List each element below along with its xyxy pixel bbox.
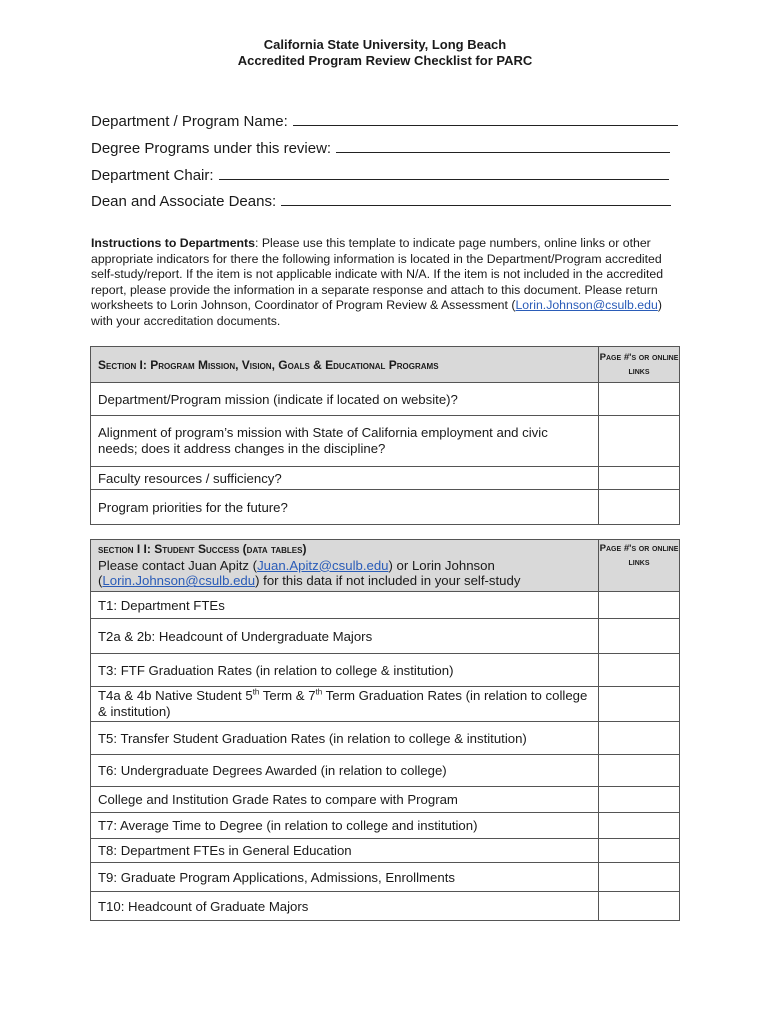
table-row: [91, 383, 680, 416]
page-ref-cell[interactable]: [599, 863, 680, 892]
checklist-item: Faculty resources / sufficiency?: [91, 467, 599, 490]
t4-text: T4a & 4b Native Student 5: [98, 688, 253, 703]
lorin-email-link-2[interactable]: Lorin.Johnson@csulb.edu: [102, 573, 256, 589]
degree-programs-blank[interactable]: [336, 138, 670, 153]
page-ref-cell[interactable]: [599, 687, 680, 722]
superscript: th: [252, 687, 260, 697]
checklist-item: Department/Program mission (indicate if located on website)?: [91, 383, 599, 416]
table-row: [91, 654, 680, 687]
section1-table: [90, 346, 680, 525]
page-ref-cell[interactable]: [599, 813, 680, 839]
contact-text: ) or Lorin Johnson (: [98, 557, 495, 589]
field-deans: [91, 191, 671, 210]
program-name-blank[interactable]: [293, 111, 678, 126]
page-ref-cell[interactable]: [599, 467, 680, 490]
checklist-item: Program priorities for the future?: [91, 490, 599, 525]
contact-text: Please contact Juan Apitz (: [98, 557, 258, 573]
field-label: Department / Program Name:: [91, 113, 288, 130]
table-row: [91, 490, 680, 525]
field-label: Department Chair:: [91, 167, 214, 184]
checklist-item-t4: [91, 687, 599, 722]
checklist-item: T8: Department FTEs in General Education: [91, 839, 599, 863]
field-program-name: [91, 111, 678, 130]
department-chair-blank[interactable]: [219, 165, 669, 180]
t4-text: Term Graduation Rates (in relation to college & institution): [98, 688, 588, 719]
checklist-item: T1: Department FTEs: [91, 592, 599, 619]
table-row: [91, 863, 680, 892]
instructions-lead: Instructions to Departments: [91, 236, 255, 250]
checklist-item: T6: Undergraduate Degrees Awarded (in relation to college): [91, 755, 599, 787]
section2-contact: [98, 558, 591, 589]
section2-header-row: [91, 540, 680, 592]
table-row: [91, 687, 680, 722]
page-ref-cell[interactable]: [599, 416, 680, 467]
table-row: [91, 839, 680, 863]
table-row: [91, 416, 680, 467]
page-ref-cell[interactable]: [599, 654, 680, 687]
contact-text: ) for this data if not included in your self-study: [255, 573, 521, 589]
checklist-item: T9: Graduate Program Applications, Admissions, Enrollments: [91, 863, 599, 892]
page-ref-cell[interactable]: [599, 619, 680, 654]
field-label: Degree Programs under this review:: [91, 140, 332, 157]
field-degree-programs: [91, 138, 670, 157]
section1-header-row: [91, 347, 680, 383]
juan-email-link[interactable]: Juan.Apitz@csulb.edu: [257, 557, 389, 573]
page-ref-cell[interactable]: [599, 490, 680, 525]
lorin-email-link[interactable]: Lorin.Johnson@csulb.edu: [515, 298, 658, 313]
section2-table: [90, 539, 680, 921]
table-row: [91, 813, 680, 839]
checklist-item: T2a & 2b: Headcount of Undergraduate Majors: [91, 619, 599, 654]
checklist-item: T10: Headcount of Graduate Majors: [91, 892, 599, 921]
page-ref-cell[interactable]: [599, 722, 680, 755]
section2-header-cell: [91, 540, 599, 592]
table-row: [91, 722, 680, 755]
instructions-text-end: ) with your accreditation documents.: [91, 298, 662, 328]
instructions-text: : Please use this template to indicate page numbers, online links or other appropriate indicators for there the following information is located in the Department/Program accredited self-study/report. If the item is not applicable indicate with N/A. If the item is not included in the accredited report, please provide the information in a separate response and attach to this document. Please return worksheets to Lorin Johnson, Coordinator of Program Review & Assessment (: [91, 236, 664, 313]
table-row: [91, 755, 680, 787]
page-ref-cell[interactable]: [599, 787, 680, 813]
page-ref-cell[interactable]: [599, 755, 680, 787]
page-ref-cell[interactable]: [599, 383, 680, 416]
page-ref-cell[interactable]: [599, 592, 680, 619]
section1-title: Section I: Program Mission, Vision, Goals & Educational Programs: [91, 347, 599, 383]
superscript: th: [315, 687, 323, 697]
table-row: [91, 592, 680, 619]
checklist-item: Alignment of program’s mission with State of California employment and civic needs; does it address changes in the discipline?: [91, 416, 599, 467]
checklist-item: T5: Transfer Student Graduation Rates (in relation to college & institution): [91, 722, 599, 755]
header-university: California State University, Long Beach: [263, 37, 507, 52]
table-row: [91, 619, 680, 654]
section2-page-header: Page #'s or online links: [599, 540, 680, 592]
table-row: [91, 892, 680, 921]
checklist-item: College and Institution Grade Rates to compare with Program: [91, 787, 599, 813]
header-title: Accredited Program Review Checklist for PARC: [237, 53, 533, 68]
table-row: [91, 787, 680, 813]
checklist-item: T3: FTF Graduation Rates (in relation to college & institution): [91, 654, 599, 687]
field-department-chair: [91, 165, 669, 184]
t4-text: Term & 7: [259, 688, 316, 703]
page-ref-cell[interactable]: [599, 892, 680, 921]
table-row: [91, 467, 680, 490]
section1-page-header: Page #'s or online links: [599, 347, 680, 383]
page-ref-cell[interactable]: [599, 839, 680, 863]
document-header: [0, 37, 770, 69]
instructions-paragraph: [91, 236, 683, 330]
field-label: Dean and Associate Deans:: [91, 193, 277, 210]
checklist-item: T7: Average Time to Degree (in relation to college and institution): [91, 813, 599, 839]
section2-title: section I I: Student Success (data tables): [98, 542, 307, 556]
deans-blank[interactable]: [281, 191, 671, 206]
